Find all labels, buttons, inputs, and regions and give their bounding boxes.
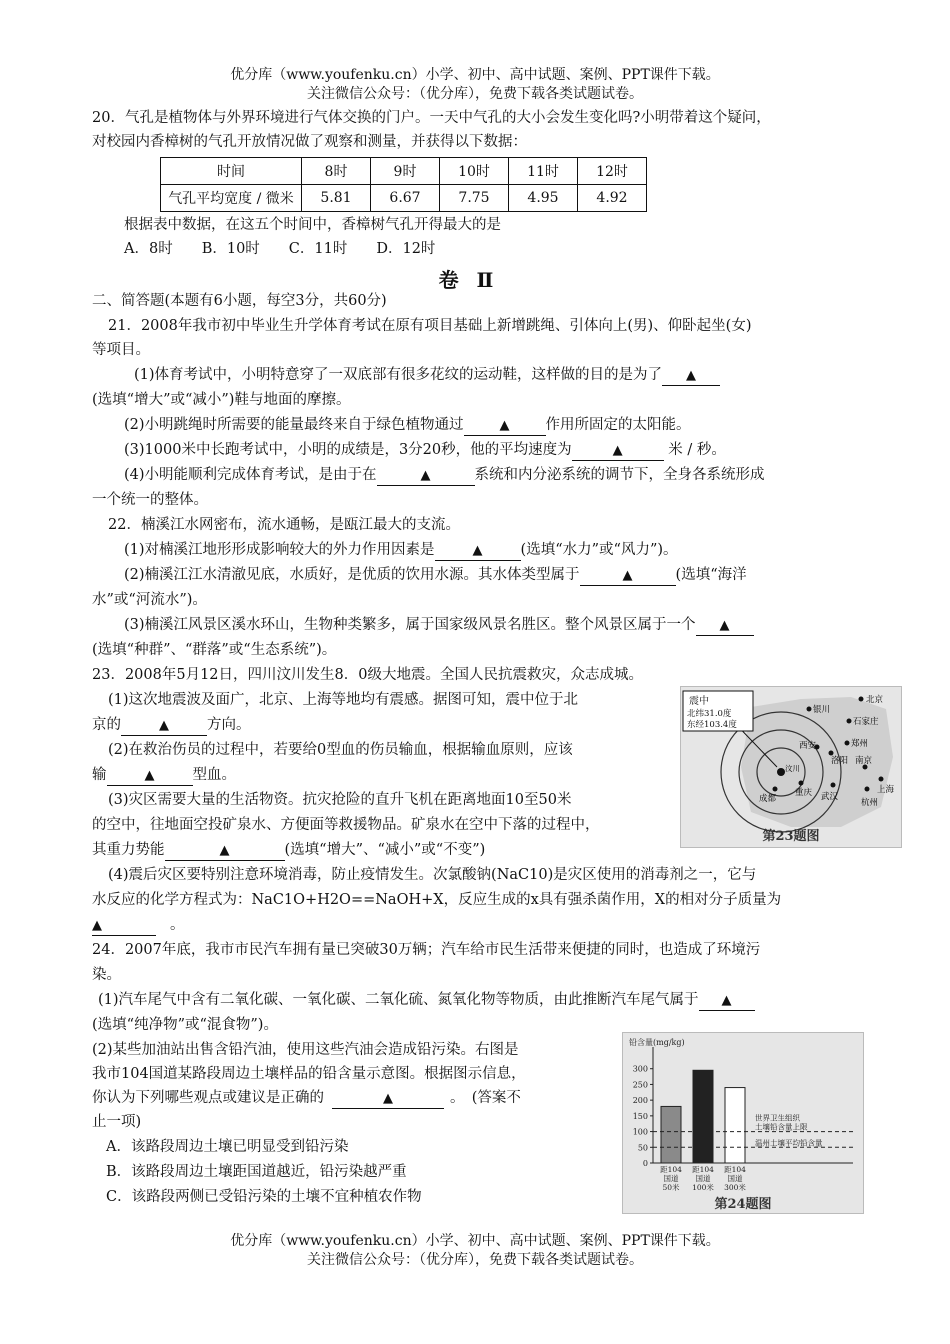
q24-sub2-cont: 我市104国道某路段周边土壤样品的铅含量示意图。根据图示信息，	[92, 1066, 526, 1082]
q23-sub1: (1)这次地震波及面广，北京、上海等地均有震感。据图可知，震中位于北	[108, 692, 579, 708]
lead-content-chart	[623, 1033, 863, 1213]
table-cell: 气孔平均宽度 / 微米	[161, 185, 302, 212]
section-title: 卷Ⅱ	[438, 268, 512, 292]
q24-option-c: C．该路段两侧已受铅污染的土壤不宜种植农作物	[106, 1189, 422, 1205]
table-cell: 10时	[440, 158, 509, 185]
q21-sub2-text-end: 作用所固定的太阳能。	[545, 417, 691, 433]
q21-stem-line-1: 21．2008年我市初中毕业生升学体育考试在原有项目基础上新增跳绳、引体向上(男)、仰卧起坐(女)	[108, 318, 752, 334]
q21-sub4	[124, 463, 894, 487]
header-line-2: 关注微信公众号：（优分库），免费下载各类试题试卷。	[307, 86, 643, 102]
q22-sub2-text: (2)楠溪江江水清澈见底，水质好，是优质的饮用水源。其水体类型属于	[124, 567, 580, 583]
answer-blank[interactable]	[121, 716, 207, 736]
q24-sub2: (2)某些加油站出售含铅汽油，使用这些汽油会造成铅污染。右图是	[92, 1042, 519, 1058]
q23-sub2-cont	[92, 763, 667, 787]
y-tick-label: 100	[632, 1127, 648, 1137]
city-dot	[845, 741, 850, 746]
city-label: 银川	[813, 705, 831, 715]
lead-chart-figure	[622, 1032, 864, 1214]
q23-sub1-text-end: 方向。	[207, 717, 251, 733]
q24-sub1	[98, 988, 862, 1012]
q23-sub1-text: 京的	[92, 717, 121, 733]
q22-sub3-text: (3)楠溪江风景区溪水环山，生物种类繁多，属于国家级风景名胜区。整个风景区属于一个	[124, 617, 696, 633]
table-cell: 4.95	[509, 185, 578, 212]
city-dot	[799, 781, 804, 786]
blank-marker-icon: ▲	[383, 1091, 393, 1106]
footer-line-2: 关注微信公众号：（优分库），免费下载各类试题试卷。	[307, 1252, 643, 1268]
x-tick-label: 国道	[663, 1174, 679, 1183]
y-tick-label: 250	[632, 1080, 648, 1090]
bar	[661, 1106, 681, 1163]
q22-sub3-cont: (选填“种群”、“群落”或“生态系统”)。	[92, 642, 337, 658]
q24-stem-line-2: 染。	[92, 967, 121, 983]
blank-marker-icon: ▲	[721, 993, 732, 1008]
q21-sub1-cont: (选填“增大”或“减小”)鞋与地面的摩擦。	[92, 392, 351, 408]
table-cell: 5.81	[302, 185, 371, 212]
table-cell: 9时	[371, 158, 440, 185]
answer-blank[interactable]	[572, 441, 664, 461]
x-tick-label: 距104	[692, 1165, 714, 1174]
blank-marker-icon: ▲	[622, 568, 633, 583]
blank-marker-icon: ▲	[612, 443, 623, 458]
answer-blank[interactable]	[699, 991, 755, 1011]
epicenter-dot	[777, 768, 785, 776]
blank-marker-icon: ▲	[499, 418, 510, 433]
q23-sub3: (3)灾区需要大量的生活物资。抗灾抢险的直升飞机在距离地面10至50米	[108, 792, 572, 808]
q21-sub1-text: (1)体育考试中，小明特意穿了一双底部有很多花纹的运动鞋，这样做的目的是为了	[134, 367, 663, 383]
q24-sub1-text: (1)汽车尾气中含有二氧化碳、一氧化碳、二氧化硫、氮氧化物等物质，由此推断汽车尾气属于	[98, 992, 699, 1008]
bar	[725, 1088, 745, 1163]
city-label: 汶川	[785, 764, 800, 773]
section-instructions: 二、简答题(本题有6小题，每空3分，共60分)	[92, 293, 387, 309]
q23-sub3-cont: 的空中，往地面空投矿泉水、方便面等救援物品。矿泉水在空中下落的过程中，	[92, 817, 600, 833]
blank-marker-icon: ▲	[472, 543, 483, 558]
city-dot	[829, 751, 834, 756]
table-cell: 7.75	[440, 185, 509, 212]
answer-blank[interactable]	[92, 916, 156, 936]
q22-sub1-text-end: (选填“水力”或“风力”)。	[520, 542, 678, 558]
city-label: 上海	[877, 785, 895, 795]
city-label: 武汉	[821, 792, 839, 802]
q23-sub4-cont2	[92, 913, 862, 937]
q22-stem: 22．楠溪江水网密布，流水通畅，是瓯江最大的支流。	[108, 517, 460, 533]
earthquake-map-figure	[680, 686, 902, 848]
x-tick-label: 300米	[724, 1183, 746, 1192]
q24-sub2-text-end: 。 (答案不	[450, 1090, 521, 1106]
y-tick-label: 50	[637, 1143, 648, 1153]
blank-marker-icon: ▲	[159, 718, 169, 733]
q21-sub2	[124, 413, 894, 437]
answer-blank[interactable]	[107, 766, 193, 786]
x-tick-label: 距104	[724, 1165, 746, 1174]
q22-sub2-cont: 水”或“河流水”)。	[92, 592, 207, 608]
q21-sub3-text: (3)1000米中长跑考试中，小明的成绩是，3分20秒，他的平均速度为	[124, 442, 572, 458]
blank-marker-icon: ▲	[420, 468, 431, 483]
city-dot	[847, 719, 852, 724]
city-label: 南京	[855, 756, 873, 766]
city-label: 洛阳	[831, 756, 849, 766]
answer-blank[interactable]	[662, 366, 720, 386]
table-row	[161, 185, 647, 212]
city-label: 成都	[759, 794, 777, 804]
city-label: 重庆	[795, 788, 813, 798]
city-label: 杭州	[861, 798, 879, 808]
q22-sub3	[124, 613, 894, 637]
city-label: 石家庄	[853, 717, 879, 727]
city-dot	[865, 787, 870, 792]
q23-sub3-text-end: (选填“增大”、“减小”或“不变”)	[284, 842, 486, 858]
q20-data-table	[160, 157, 647, 212]
city-dot	[807, 707, 812, 712]
answer-blank[interactable]	[435, 541, 521, 561]
q23-stem: 23．2008年5月12日，四川汶川发生8．0级大地震。全国人民抗震救灾，众志成城。	[92, 667, 643, 683]
q21-sub4-text: (4)小明能顺利完成体育考试，是由于在	[124, 467, 377, 483]
answer-blank[interactable]	[165, 841, 285, 861]
q24-sub2-cont3: 止一项)	[92, 1114, 142, 1130]
q24-sub2-text: 你认为下列哪些观点或建议是正确的	[92, 1090, 324, 1106]
reference-line-label: 世界卫生组织	[755, 1113, 800, 1123]
q22-sub1-text: (1)对楠溪江地形形成影响较大的外力作用因素是	[124, 542, 435, 558]
q20-question: 根据表中数据，在这五个时间中，香樟树气孔开得最大的是	[124, 217, 501, 233]
answer-blank[interactable]	[696, 616, 754, 636]
answer-blank[interactable]	[377, 466, 475, 486]
q20-stem-line-2: 对校园内香樟树的气孔开放情况做了观察和测量，并获得以下数据：	[92, 134, 527, 150]
q21-sub2-text: (2)小明跳绳时所需要的能量最终来自于绿色植物通过	[124, 417, 464, 433]
table-cell: 时间	[161, 158, 302, 185]
q23-sub4-cont: 水反应的化学方程式为：NaC1O+H2O==NaOH+X，反应生成的x具有强杀菌作用，X的相对分子质量为	[92, 892, 782, 908]
bar	[693, 1070, 713, 1163]
reference-line-label: 温州土壤平均铅含量	[755, 1138, 823, 1148]
city-dot	[831, 783, 836, 788]
x-tick-label: 国道	[695, 1174, 711, 1183]
answer-blank[interactable]	[580, 566, 676, 586]
epicenter-lat: 北纬31.0度	[687, 709, 732, 719]
q21-sub4-text-end: 系统和内分泌系统的调节下，全身各系统形成	[474, 467, 765, 483]
y-tick-label: 150	[632, 1111, 648, 1121]
x-tick-label: 50米	[662, 1183, 680, 1192]
q21-stem-line-2: 等项目。	[92, 342, 150, 358]
reference-line-label: 土壤铅含量上限	[755, 1122, 808, 1132]
header-line-1: 优分库（www.youfenku.cn）小学、初中、高中试题、案例、PPT课件下载。	[230, 67, 720, 83]
blank-marker-icon: ▲	[719, 618, 730, 633]
y-tick-label: 0	[642, 1159, 648, 1168]
earthquake-map	[681, 687, 901, 847]
blank-marker-icon: ▲	[92, 918, 102, 933]
answer-blank[interactable]	[332, 1089, 444, 1109]
q24-stem-line-1: 24．2007年底，我市市民汽车拥有量已突破30万辆；汽车给市民生活带来便捷的同时，也造成了环境污	[92, 942, 761, 958]
city-label: 西安	[799, 741, 817, 751]
x-tick-label: 距104	[660, 1165, 682, 1174]
table-cell: 11时	[509, 158, 578, 185]
q22-sub1	[124, 538, 894, 562]
q24-option-b: B．该路段周边土壤距国道越近，铅污染越严重	[106, 1164, 407, 1180]
q23-sub2: (2)在救治伤员的过程中，若要给0型血的伤员输血，根据输血原则，应该	[108, 742, 573, 758]
answer-blank[interactable]	[464, 416, 546, 436]
q22-sub2	[124, 563, 894, 587]
map-caption: 第23题图	[762, 829, 820, 844]
q22-sub2-text-end: (选填“海洋	[675, 567, 747, 583]
chart-y-label: 铅含量(mg/kg)	[629, 1038, 685, 1047]
blank-marker-icon: ▲	[144, 768, 155, 783]
epicenter-lon: 东经103.4度	[687, 720, 737, 730]
city-dot	[859, 697, 864, 702]
q23-sub2-text-end: 型血。	[192, 767, 236, 783]
city-dot	[879, 777, 884, 782]
y-tick-label: 200	[632, 1096, 648, 1106]
q23-sub2-text: 输	[92, 767, 107, 783]
q23-sub4-text-end: 。	[170, 917, 185, 933]
city-label: 郑州	[851, 739, 869, 749]
table-cell: 4.92	[578, 185, 647, 212]
q23-sub1-cont	[92, 713, 667, 737]
blank-marker-icon: ▲	[686, 368, 697, 383]
q20-options: A．8时 B．10时 C．11时 D．12时	[124, 241, 436, 257]
table-row	[161, 158, 647, 185]
q24-sub2-cont2	[92, 1086, 612, 1110]
table-cell: 12时	[578, 158, 647, 185]
city-dot	[773, 787, 778, 792]
table-cell: 8时	[302, 158, 371, 185]
q21-sub4-cont: 一个统一的整体。	[92, 492, 208, 508]
q21-sub1	[134, 363, 862, 387]
footer-line-1: 优分库（www.youfenku.cn）小学、初中、高中试题、案例、PPT课件下载。	[230, 1233, 720, 1249]
x-tick-label: 100米	[692, 1183, 714, 1192]
q21-sub3	[124, 438, 894, 462]
y-tick-label: 300	[632, 1064, 648, 1074]
q23-sub4: (4)震后灾区要特别注意环境消毒，防止疫情发生。次氯酸钠(NaC10)是灾区使用的消毒剂之一，它与	[108, 867, 757, 883]
q21-sub3-text-end: 米 / 秒。	[663, 442, 726, 458]
q20-stem-line-1: 20．气孔是植物体与外界环境进行气体交换的门户。一天中气孔的大小会发生变化吗?小明带着这个疑问，	[92, 110, 771, 126]
epicenter-title: 震中	[689, 696, 709, 707]
city-label: 北京	[866, 695, 884, 705]
q24-sub1-cont: (选填“纯净物”或“混食物”)。	[92, 1017, 278, 1033]
x-tick-label: 国道	[727, 1174, 743, 1183]
q23-sub3-text: 其重力势能	[92, 842, 165, 858]
table-cell: 6.67	[371, 185, 440, 212]
q24-option-a: A．该路段周边土壤已明显受到铅污染	[106, 1139, 349, 1155]
chart-caption: 第24题图	[714, 1197, 772, 1212]
blank-marker-icon: ▲	[219, 843, 230, 858]
